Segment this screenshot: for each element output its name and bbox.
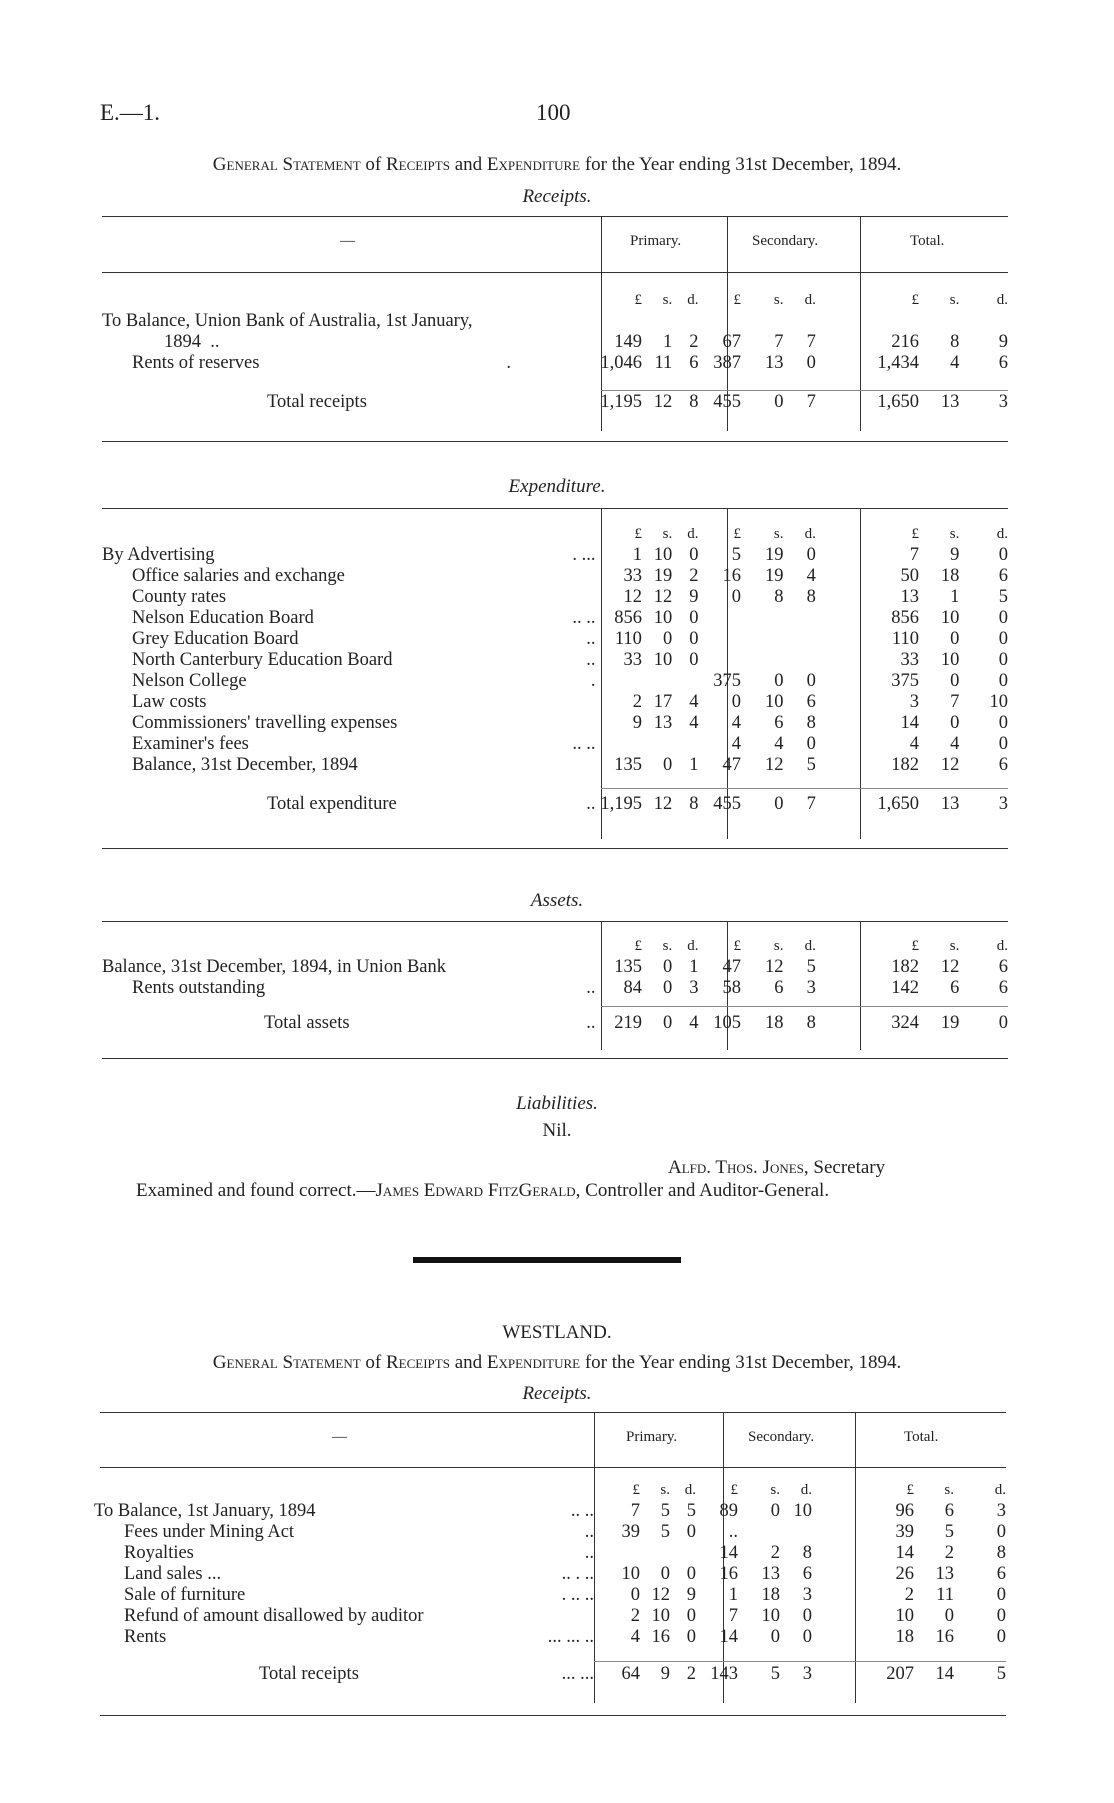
leader-dots: .. . .. (561, 1564, 594, 1584)
amount-cell: .. (728, 1522, 738, 1542)
liabilities-value: Nil. (542, 1120, 572, 1141)
amount-cell: 7 (728, 1606, 738, 1626)
amount-cell: 33 (900, 650, 919, 670)
receipts-heading: Receipts. (522, 1383, 592, 1404)
amount-cell: 6 (998, 566, 1008, 586)
col-primary: Primary. (630, 233, 682, 249)
amount-cell (642, 734, 672, 755)
table-row (94, 1522, 1006, 1543)
amount-cell: 0 (998, 734, 1008, 754)
leader-dots: .. (584, 1543, 594, 1563)
leader-dots: .. (586, 978, 596, 998)
amount-cell: 0 (689, 545, 699, 565)
amount-cell: 0 (630, 1585, 640, 1605)
amount-cell: 6 (950, 978, 960, 998)
amount-cell: 10 (761, 1606, 780, 1626)
amount-cell (642, 671, 672, 692)
amount-cell: 0 (998, 650, 1008, 670)
page-number: 100 (536, 100, 571, 125)
amount-cell: 39 (895, 1522, 914, 1542)
amount-cell: 0 (998, 629, 1008, 649)
table-row (102, 587, 1008, 608)
amount-cell: 0 (660, 1564, 670, 1584)
amount-cell: 16 (719, 1564, 738, 1584)
amount-cell: 2 (904, 1585, 914, 1605)
amount-cell: 10 (940, 608, 960, 628)
amount-cell: 4 (806, 566, 816, 586)
receipts-table (102, 290, 1008, 413)
row-label: To Balance, 1st January, 1894 (94, 1501, 316, 1521)
amount-cell: 375 (713, 671, 742, 691)
amount-cell: 2 (944, 1543, 954, 1563)
amount-cell: 58 (722, 978, 742, 998)
row-label: Refund of amount disallowed by auditor (124, 1606, 424, 1626)
amount-cell: 0 (689, 629, 699, 649)
amount-cell: 6 (996, 1564, 1006, 1584)
amount-cell: 9 (632, 713, 642, 733)
amount-cell: 6 (806, 692, 816, 712)
amount-cell: 4 (731, 734, 742, 754)
amount-cell: 5 (731, 545, 742, 565)
amount-cell: 2 (689, 566, 699, 586)
leader-dots (496, 713, 595, 734)
amount-cell: 1 (728, 1585, 738, 1605)
amount-cell: 16 (651, 1627, 670, 1647)
table-row (102, 608, 1008, 629)
amount-cell: 5 (998, 587, 1008, 607)
col-secondary: Secondary. (748, 1429, 815, 1445)
leader-dots (496, 957, 595, 978)
leader-dots: .. .. (572, 608, 596, 628)
westland-receipts-table (94, 1480, 1006, 1685)
amount-cell: 9 (689, 587, 699, 607)
expenditure-table (102, 524, 1008, 815)
amount-cell: 10 (653, 608, 673, 628)
amount-cell: 8 (996, 1543, 1006, 1563)
amount-cell (783, 629, 815, 650)
col-secondary: Secondary. (752, 233, 819, 249)
amount-cell: 182 (891, 957, 919, 977)
amount-cell (672, 734, 698, 755)
amount-cell (738, 1522, 780, 1543)
leader-dots: .. (586, 629, 596, 649)
amount-cell: 6 (774, 978, 784, 998)
leader-dots: .. (584, 1522, 594, 1542)
row-label: Law costs (132, 692, 207, 712)
row-label: Land sales ... (124, 1564, 222, 1584)
amount-cell: 0 (802, 1606, 812, 1626)
table-row (94, 1501, 1006, 1522)
amount-cell: 12 (653, 587, 673, 607)
section-divider (413, 1257, 681, 1263)
amount-cell: 6 (944, 1501, 954, 1521)
amount-cell: 5 (686, 1501, 696, 1521)
amount-cell: 4 (731, 713, 742, 733)
amount-cell: 10 (793, 1501, 812, 1521)
amount-cell: 6 (774, 713, 784, 733)
leader-dots (496, 755, 595, 776)
amount-cell: 0 (806, 545, 816, 565)
table-row (102, 978, 1008, 999)
statement-title: General Statement of Receipts and Expenditure for the Year ending 31st December, 1894. (212, 1352, 902, 1373)
leader-dots: .. (586, 650, 596, 670)
amount-cell: 0 (950, 713, 960, 733)
amount-cell: 16 (722, 566, 742, 586)
amount-cell: 856 (891, 608, 919, 628)
amount-cell: 8 (802, 1543, 812, 1563)
amount-cell: 0 (950, 671, 960, 691)
amount-cell: 9 (950, 545, 960, 565)
amount-cell: 0 (998, 608, 1008, 628)
table-row (102, 734, 1008, 755)
amount-cell: 14 (719, 1627, 738, 1647)
row-label: North Canterbury Education Board (132, 650, 393, 670)
amount-cell: 0 (774, 671, 784, 691)
amount-cell (699, 608, 741, 629)
amount-cell: 5 (660, 1501, 670, 1521)
amount-cell: 6 (802, 1564, 812, 1584)
table-row (102, 713, 1008, 734)
amount-cell: 0 (731, 692, 742, 712)
row-label: Rents (124, 1627, 167, 1647)
amount-cell (741, 629, 783, 650)
amount-cell: 6 (998, 957, 1008, 977)
amount-cell: 6 (998, 978, 1008, 998)
col-dash: — (340, 233, 355, 249)
amount-cell: 13 (935, 1564, 954, 1584)
row-label: By Advertising (102, 545, 215, 565)
amount-cell: 5 (660, 1522, 670, 1542)
amount-cell: 0 (806, 671, 816, 691)
amount-cell: 19 (653, 566, 673, 586)
table-row (102, 692, 1008, 713)
amount-cell: 0 (998, 713, 1008, 733)
table-row (94, 1606, 1006, 1627)
amount-cell: 0 (998, 671, 1008, 691)
total-row: Total assets .. 219 0 4 105 18 8 324 19 0 (264, 1013, 1008, 1033)
amount-cell: 13 (900, 587, 919, 607)
amount-cell: 0 (950, 629, 960, 649)
amount-cell: 3 (802, 1585, 812, 1605)
amount-cell: 10 (764, 692, 784, 712)
amount-cell (595, 671, 642, 692)
amount-cell: 12 (623, 587, 642, 607)
amount-cell (670, 1543, 696, 1564)
amount-cell: 14 (900, 713, 919, 733)
amount-cell: 10 (653, 545, 673, 565)
row-label: Sale of furniture (124, 1585, 246, 1605)
table-row (102, 650, 1008, 671)
expenditure-heading: Expenditure. (508, 476, 606, 497)
table-row (102, 629, 1008, 650)
table-row (94, 1585, 1006, 1606)
amount-cell: 0 (663, 755, 673, 775)
amount-cell: 4 (689, 713, 699, 733)
amount-cell: 14 (895, 1543, 914, 1563)
amount-cell: 1 (689, 957, 699, 977)
row-label: Rents outstanding (132, 978, 266, 998)
total-row: Total receipts 1,195 12 8 455 0 7 1,650 13 3 (267, 392, 1008, 412)
amount-cell: 10 (621, 1564, 640, 1584)
leader-dots: .. .. (570, 1501, 594, 1521)
amount-cell: 135 (614, 957, 642, 977)
secretary-signature: Alfd. Thos. Jones, Secretary (668, 1157, 886, 1178)
amount-cell: 2 (630, 1606, 640, 1626)
assets-table (102, 936, 1008, 1034)
leader-dots (496, 692, 595, 713)
amount-cell: 89 (719, 1501, 738, 1521)
amount-cell: 0 (686, 1627, 696, 1647)
amount-cell: 4 (774, 734, 784, 754)
amount-cell: 9 (686, 1585, 696, 1605)
amount-cell: 0 (806, 734, 816, 754)
amount-cell: 50 (900, 566, 919, 586)
amount-cell: 0 (770, 1501, 780, 1521)
total-row: Total expenditure .. 1,195 12 8 455 0 7 1,650 13 3 (267, 794, 1008, 814)
amount-cell (783, 650, 815, 671)
amount-cell: 14 (719, 1543, 738, 1563)
leader-dots (484, 1606, 594, 1627)
table-row (94, 1543, 1006, 1564)
table-row (102, 671, 1008, 692)
amount-cell: 4 (630, 1627, 640, 1647)
amount-cell: 1 (689, 755, 699, 775)
amount-cell: 3 (806, 978, 816, 998)
amount-cell: 1 (632, 545, 642, 565)
leader-dots (496, 587, 595, 608)
leader-dots: ... ... .. (547, 1627, 594, 1647)
rule-top (102, 216, 1008, 217)
amount-cell: 0 (944, 1606, 954, 1626)
amount-cell (594, 1543, 640, 1564)
amount-cell: 0 (770, 1627, 780, 1647)
amount-cell: 96 (895, 1501, 914, 1521)
amount-cell: 47 (722, 957, 742, 977)
amount-cell: 10 (653, 650, 673, 670)
amount-cell (672, 671, 698, 692)
amount-cell (640, 1543, 670, 1564)
amount-cell (699, 629, 741, 650)
amount-cell: 19 (764, 545, 784, 565)
table-row (102, 957, 1008, 978)
table-row (102, 755, 1008, 776)
amount-cell: 0 (998, 545, 1008, 565)
amount-cell: 47 (722, 755, 742, 775)
amount-cell: 0 (663, 978, 673, 998)
row-label: Office salaries and exchange (132, 566, 345, 586)
region-title: WESTLAND. (502, 1322, 612, 1343)
row-label: Balance, 31st December, 1894, in Union Bank (102, 957, 446, 977)
statement-title: General Statement of Receipts and Expenditure for the Year ending 31st December, 1894. (212, 154, 902, 175)
amount-cell: 12 (940, 957, 960, 977)
table-row: 1894 .. 149 1 2 67 7 7 216 8 9 (164, 332, 1008, 352)
amount-cell: 4 (909, 734, 919, 754)
amount-cell: 12 (764, 957, 784, 977)
row-label: Balance, 31st December, 1894 (132, 755, 358, 775)
amount-cell: 0 (996, 1627, 1006, 1647)
amount-cell (699, 650, 741, 671)
amount-cell: 0 (663, 957, 673, 977)
table-row (102, 545, 1008, 566)
amount-cell: 7 (630, 1501, 640, 1521)
amount-cell (741, 608, 783, 629)
amount-cell: 6 (998, 755, 1008, 775)
liabilities-heading: Liabilities. (516, 1093, 598, 1114)
amount-cell: 375 (891, 671, 919, 691)
amount-cell: 7 (950, 692, 960, 712)
amount-cell: 10 (895, 1606, 914, 1626)
amount-cell: 0 (686, 1564, 696, 1584)
total-row: Total receipts ... ... 64 9 2 143 5 3 207 14 5 (259, 1664, 1006, 1684)
amount-cell (783, 608, 815, 629)
receipts-heading: Receipts. (522, 186, 592, 207)
amount-cell: 5 (944, 1522, 954, 1542)
units-row: £ s. d. £ s. d. £ s. d. (632, 1482, 1006, 1498)
amount-cell: 4 (950, 734, 960, 754)
amount-cell: 0 (996, 1585, 1006, 1605)
row-label: Royalties (124, 1543, 194, 1563)
auditor-signature: Examined and found correct.—James Edward FitzGerald, Controller and Auditor-General. (136, 1180, 830, 1201)
leader-dots: . ... (572, 545, 596, 565)
amount-cell: 0 (686, 1606, 696, 1626)
col-dash: — (332, 1429, 347, 1445)
amount-cell (741, 650, 783, 671)
leader-dots: . .. .. (561, 1585, 594, 1605)
amount-cell: 5 (806, 957, 816, 977)
amount-cell: 5 (806, 755, 816, 775)
amount-cell: 110 (614, 629, 642, 649)
amount-cell: 33 (623, 566, 642, 586)
amount-cell: 0 (996, 1522, 1006, 1542)
amount-cell: 856 (614, 608, 642, 628)
amount-cell: 7 (909, 545, 919, 565)
amount-cell: 12 (651, 1585, 670, 1605)
row-label: County rates (132, 587, 227, 607)
col-total: Total. (910, 233, 945, 249)
amount-cell: 2 (770, 1543, 780, 1563)
amount-cell: 0 (802, 1627, 812, 1647)
leader-dots: .. .. (572, 734, 596, 754)
row-label: Fees under Mining Act (124, 1522, 295, 1542)
table-row (94, 1627, 1006, 1648)
amount-cell: 135 (614, 755, 642, 775)
table-row (102, 566, 1008, 587)
assets-heading: Assets. (530, 890, 584, 911)
amount-cell: 33 (623, 650, 642, 670)
amount-cell: 12 (764, 755, 784, 775)
amount-cell: 18 (895, 1627, 914, 1647)
amount-cell: 182 (891, 755, 919, 775)
units-row: £ s. d. £ s. d. £ s. d. (634, 938, 1008, 954)
amount-cell: 19 (764, 566, 784, 586)
amount-cell (595, 734, 642, 755)
amount-cell (780, 1522, 812, 1543)
amount-cell: 26 (895, 1564, 914, 1584)
leader-dots (496, 566, 595, 587)
table-row: To Balance, Union Bank of Australia, 1st January, (102, 311, 473, 331)
amount-cell: 0 (663, 629, 673, 649)
amount-cell: 11 (936, 1585, 954, 1605)
amount-cell: 17 (653, 692, 673, 712)
leader-dots: . (590, 671, 596, 691)
amount-cell: 8 (774, 587, 784, 607)
amount-cell: 8 (806, 587, 816, 607)
amount-cell: 8 (806, 713, 816, 733)
amount-cell: 0 (689, 608, 699, 628)
amount-cell: 84 (623, 978, 642, 998)
amount-cell: 10 (940, 650, 960, 670)
amount-cell: 4 (689, 692, 699, 712)
col-primary: Primary. (626, 1429, 678, 1445)
amount-cell: 0 (689, 650, 699, 670)
amount-cell: 3 (909, 692, 919, 712)
units-row: £ s. d. £ s. d. £ s. d. (634, 526, 1008, 542)
amount-cell: 110 (891, 629, 919, 649)
amount-cell: 3 (689, 978, 699, 998)
amount-cell: 0 (996, 1606, 1006, 1626)
amount-cell: 1 (950, 587, 960, 607)
page-code: E.—1. (100, 100, 161, 125)
table-row (94, 1564, 1006, 1585)
amount-cell: 13 (653, 713, 673, 733)
amount-cell: 16 (935, 1627, 954, 1647)
amount-cell: 0 (731, 587, 742, 607)
row-label: Commissioners' travelling expenses (132, 713, 398, 733)
amount-cell: 3 (996, 1501, 1006, 1521)
amount-cell: 13 (761, 1564, 780, 1584)
amount-cell: 10 (989, 692, 1008, 712)
amount-cell: 142 (891, 978, 919, 998)
amount-cell: 0 (686, 1522, 696, 1542)
col-total: Total. (904, 1429, 939, 1445)
row-label: Examiner's fees (132, 734, 249, 754)
amount-cell: 10 (651, 1606, 670, 1626)
amount-cell: 18 (940, 566, 960, 586)
table-row: Rents of reserves . 1,046 11 6 387 13 0 1,434 4 6 (132, 353, 1008, 373)
amount-cell: 39 (621, 1522, 640, 1542)
row-label: Grey Education Board (132, 629, 299, 649)
units-row: £ s. d. £ s. d. £ s. d. (634, 292, 1008, 308)
row-label: Nelson Education Board (132, 608, 314, 628)
amount-cell: 18 (761, 1585, 780, 1605)
amount-cell: 12 (940, 755, 960, 775)
amount-cell: 2 (632, 692, 642, 712)
row-label: Nelson College (132, 671, 247, 691)
